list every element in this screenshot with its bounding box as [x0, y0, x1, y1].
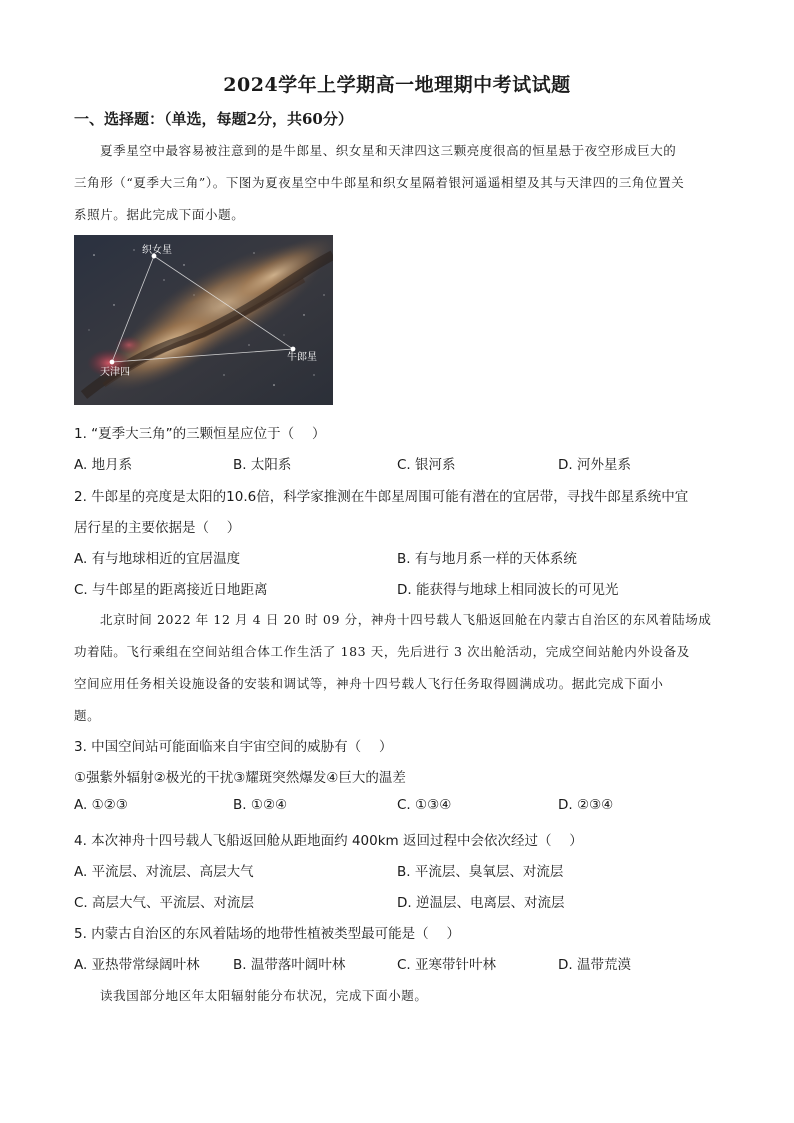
- passage-line: 功着陆。飞行乘组在空间站组合体工作生活了 183 天，先后进行 3 次出舱活动，完成空间站舱内外设备及: [74, 644, 690, 659]
- q1-option-c: C. 银河系: [397, 457, 456, 473]
- altair-label: 牛郎星: [287, 352, 317, 363]
- page-title: 2024学年上学期高一地理期中考试试题: [223, 74, 571, 96]
- q1-option-d: D. 河外星系: [558, 457, 631, 473]
- vega-label: 织女星: [142, 245, 172, 256]
- q4-option-c: C. 高层大气、平流层、对流层: [74, 895, 255, 911]
- q4-option-d: D. 逆温层、电离层、对流层: [397, 895, 565, 911]
- q5-option-b: B. 温带落叶阔叶林: [233, 957, 346, 973]
- q1-option-a: A. 地月系: [74, 457, 133, 473]
- summer-triangle-photo: [74, 235, 333, 405]
- q3-option-c: C. ①③④: [397, 797, 452, 813]
- question-5-stem: 5. 内蒙古自治区的东风着陆场的地带性植被类型最可能是（ ）: [74, 926, 460, 942]
- question-3-statements: ①强紫外辐射②极光的干扰③耀斑突然爆发④巨大的温差: [74, 770, 406, 786]
- q4-option-a: A. 平流层、对流层、高层大气: [74, 864, 254, 880]
- q2-option-b: B. 有与地月系一样的天体系统: [397, 551, 577, 567]
- passage-line: 空间应用任务相关设施设备的安装和调试等，神舟十四号载人飞行任务取得圆满成功。据此完成下面小: [74, 676, 664, 691]
- passage-line: 题。: [74, 708, 101, 723]
- q3-option-b: B. ①②④: [233, 797, 288, 813]
- q2-option-a: A. 有与地球相近的宜居温度: [74, 551, 241, 567]
- passage-line: 读我国部分地区年太阳辐射能分布状况，完成下面小题。: [100, 988, 428, 1003]
- q5-option-c: C. 亚寒带针叶林: [397, 957, 497, 973]
- section-heading: 一、选择题：（单选，每题2分，共60分）: [74, 110, 353, 128]
- q3-option-d: D. ②③④: [558, 797, 614, 813]
- question-2-stem-cont: 居行星的主要依据是（ ）: [74, 520, 241, 536]
- milky-way-image: [74, 235, 333, 405]
- passage-line: 系照片。据此完成下面小题。: [74, 207, 245, 222]
- question-4-stem: 4. 本次神舟十四号载人飞船返回舱从距地面约 400km 返回过程中会依次经过（ ）: [74, 833, 583, 849]
- question-2-stem: 2. 牛郎星的亮度是太阳的10.6倍，科学家推测在牛郎星周围可能有潜在的宜居带，寻找牛郎星系统中宜: [74, 489, 689, 505]
- q2-option-d: D. 能获得与地球上相同波长的可见光: [397, 582, 619, 598]
- q2-option-c: C. 与牛郎星的距离接近日地距离: [74, 582, 268, 598]
- question-3-stem: 3. 中国空间站可能面临来自宇宙空间的威胁有（ ）: [74, 739, 393, 755]
- q5-option-a: A. 亚热带常绿阔叶林: [74, 957, 200, 973]
- q1-option-b: B. 太阳系: [233, 457, 292, 473]
- q5-option-d: D. 温带荒漠: [558, 957, 631, 973]
- passage-line: 三角形（“夏季大三角”）。下图为夏夜星空中牛郎星和织女星隔着银河遥遥相望及其与天津四的三角位置关: [74, 175, 685, 190]
- passage-line: 北京时间 2022 年 12 月 4 日 20 时 09 分，神舟十四号载人飞船返回舱在内蒙古自治区的东风着陆场成: [100, 612, 712, 627]
- passage-line: 夏季星空中最容易被注意到的是牛郎星、织女星和天津四这三颗亮度很高的恒星悬于夜空形成巨大的: [100, 143, 677, 158]
- q4-option-b: B. 平流层、臭氧层、对流层: [397, 864, 564, 880]
- deneb-label: 天津四: [100, 367, 130, 378]
- q3-option-a: A. ①②③: [74, 797, 128, 813]
- question-1-stem: 1. “夏季大三角”的三颗恒星应位于（ ）: [74, 426, 326, 442]
